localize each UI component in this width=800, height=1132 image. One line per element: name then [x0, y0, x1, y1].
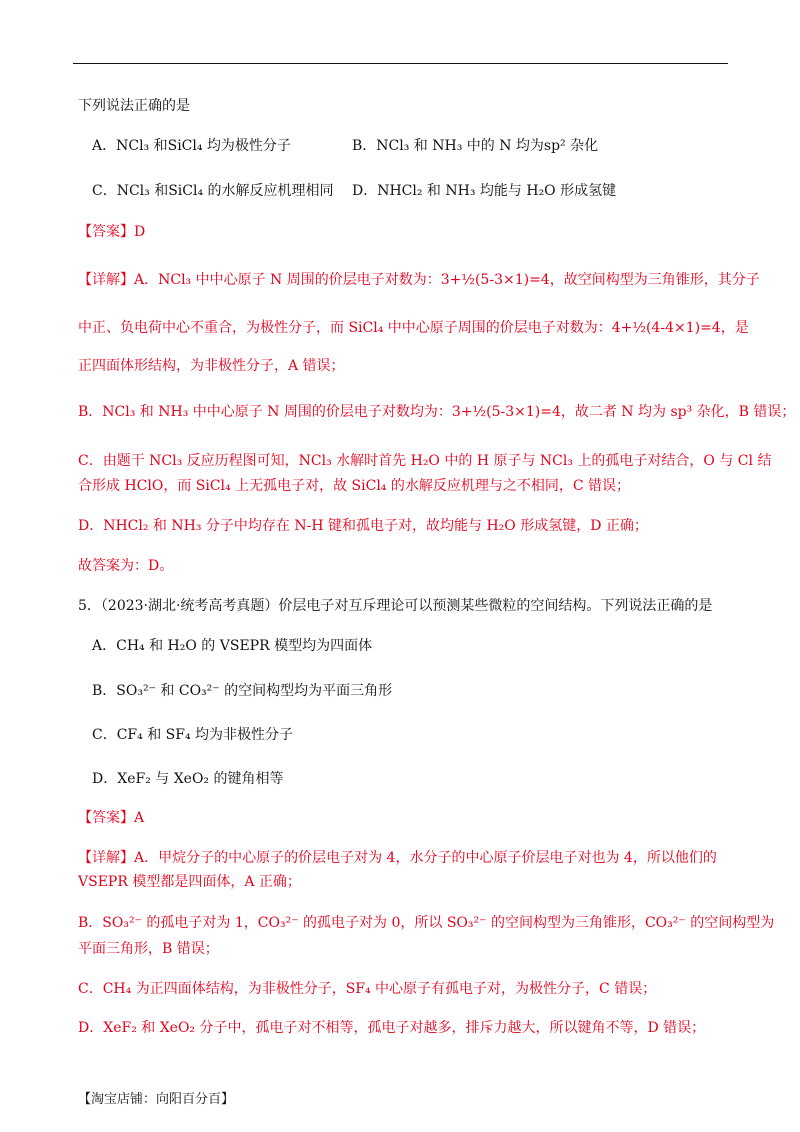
q5-option-c: C．CF₄ 和 SF₄ 均为非极性分子: [92, 727, 294, 743]
header-rule: [73, 63, 728, 64]
q4-detail-line: C．由题干 NCl₃ 反应历程图可知，NCl₃ 水解时首先 H₂O 中的 H 原子与 NCl₃ 上的孤电子对结合，O 与 Cl 结: [78, 453, 772, 469]
q5-detail-line: VSEPR 模型都是四面体，A 正确；: [78, 874, 301, 890]
q4-detail-line: 故答案为：D。: [78, 558, 174, 574]
q4-detail-line: 中正、负电荷中心不重合，为极性分子，而 SiCl₄ 中中心原子周围的价层电子对数为：4+½(4-4×1)=4，是: [78, 320, 749, 336]
q5-answer: 【答案】A: [78, 810, 145, 826]
q5-detail-line: 【详解】A．甲烷分子的中心原子的价层电子对为 4，水分子的中心原子价层电子对也为 4，所以他们的: [78, 850, 717, 866]
footer-shop-label: 【淘宝店铺：向阳百分百】: [78, 1092, 235, 1107]
q4-option-b: B．NCl₃ 和 NH₃ 中的 N 均为sp² 杂化: [352, 138, 599, 154]
q4-option-d: D．NHCl₂ 和 NH₃ 均能与 H₂O 形成氢键: [352, 183, 617, 199]
q5-option-d: D．XeF₂ 与 XeO₂ 的键角相等: [92, 771, 284, 787]
q5-detail-line: 平面三角形，B 错误；: [78, 941, 219, 957]
q5-option-b: B．SO₃²⁻ 和 CO₃²⁻ 的空间构型均为平面三角形: [92, 683, 393, 699]
q4-option-a: A．NCl₃ 和SiCl₄ 均为极性分子: [92, 138, 291, 154]
q4-answer: 【答案】D: [78, 224, 146, 240]
q5-stem: 5．（2023·湖北·统考高考真题）价层电子对互斥理论可以预测某些微粒的空间结构。下列说法正确的是: [78, 598, 713, 614]
q4-detail-line: B．NCl₃ 和 NH₃ 中中心原子 N 周围的价层电子对数均为：3+½(5-3×1)=4，故二者 N 均为 sp³ 杂化，B 错误；: [78, 404, 796, 420]
q4-option-c: C．NCl₃ 和SiCl₄ 的水解反应机理相同: [92, 183, 334, 199]
q4-stem: 下列说法正确的是: [78, 98, 190, 114]
q4-detail-line: 【详解】A．NCl₃ 中中心原子 N 周围的价层电子对数为：3+½(5-3×1)=4，故空间构型为三角锥形，其分子: [78, 272, 760, 288]
q4-detail-line: 正四面体形结构，为非极性分子，A 错误；: [78, 358, 345, 374]
q5-detail-line: C．CH₄ 为正四面体结构，为非极性分子，SF₄ 中心原子有孤电子对，为极性分子，C 错误；: [78, 981, 657, 997]
q5-option-a: A．CH₄ 和 H₂O 的 VSEPR 模型均为四面体: [92, 638, 373, 654]
q5-detail-line: B．SO₃²⁻ 的孤电子对为 1，CO₃²⁻ 的孤电子对为 0，所以 SO₃²⁻ 的空间构型为三角锥形，CO₃²⁻ 的空间构型为: [78, 915, 775, 931]
q5-detail-line: D．XeF₂ 和 XeO₂ 分子中，孤电子对不相等，孤电子对越多，排斥力越大，所以键角不等，D 错误；: [78, 1020, 706, 1036]
q4-detail-line: 合形成 HClO，而 SiCl₄ 上无孤电子对，故 SiCl₄ 的水解反应机理与之不相同，C 错误；: [78, 478, 631, 494]
q4-detail-line: D．NHCl₂ 和 NH₃ 分子中均存在 N-H 键和孤电子对，故均能与 H₂O 形成氢键，D 正确；: [78, 518, 648, 534]
